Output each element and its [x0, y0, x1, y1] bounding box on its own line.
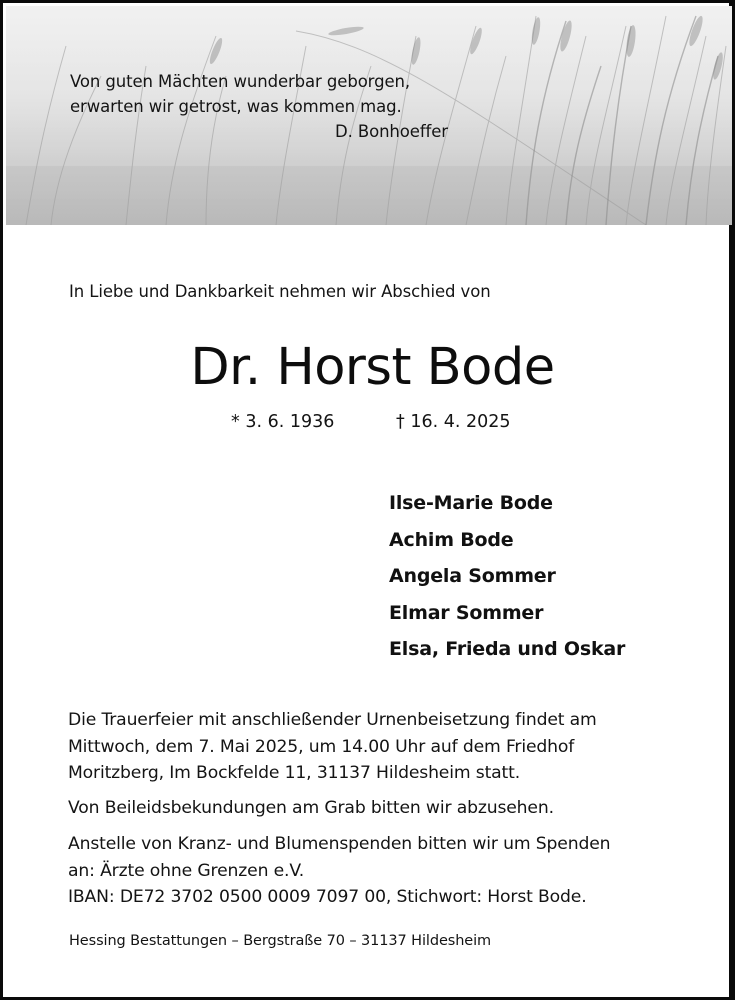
iban-line: IBAN: DE72 3702 0500 0009 7097 00, Stichwort: Horst Bode. — [68, 887, 587, 907]
mourner-name: Ilse-Marie Bode — [389, 492, 553, 514]
quote-line: Von guten Mächten wunderbar geborgen, — [70, 72, 411, 91]
notice-line: an: Ärzte ohne Grenzen e.V. — [68, 860, 305, 881]
farewell-intro: In Liebe und Dankbarkeit nehmen wir Abschied von — [69, 282, 491, 301]
mourner-name: Elsa, Frieda und Oskar — [389, 638, 626, 660]
death-date: † 16. 4. 2025 — [396, 412, 511, 432]
mourner-name: Angela Sommer — [389, 565, 556, 587]
donation-notice — [68, 831, 678, 911]
mourners-list — [389, 485, 625, 668]
undertaker-info: Hessing Bestattungen – Bergstraße 70 – 31137 Hildesheim — [69, 933, 492, 949]
notice-line: Mittwoch, dem 7. Mai 2025, um 14.00 Uhr auf dem Friedhof — [68, 736, 575, 757]
quote-line: erwarten wir getrost, was kommen mag. — [70, 97, 402, 116]
quote-author: D. Bonhoeffer — [334, 122, 448, 141]
notice-line: Moritzberg, Im Bockfelde 11, 31137 Hildesheim statt. — [68, 763, 521, 783]
life-dates — [231, 412, 511, 432]
condolence-notice — [68, 795, 678, 822]
notice-line: Von Beileidsbekundungen am Grab bitten wir abzusehen. — [68, 798, 554, 818]
notice-line: Anstelle von Kranz- und Blumenspenden bitten wir um Spenden — [68, 834, 611, 854]
birth-date: * 3. 6. 1936 — [231, 412, 335, 432]
bonhoeffer-quote — [70, 69, 450, 144]
funeral-service-notice — [68, 707, 678, 787]
mourner-name: Elmar Sommer — [389, 601, 544, 624]
wheat-field-banner — [6, 6, 732, 225]
notice-line: Die Trauerfeier mit anschließender Urnenbeisetzung findet am — [68, 710, 597, 730]
mourner-name: Achim Bode — [389, 528, 514, 551]
deceased-name: Dr. Horst Bode — [190, 338, 555, 397]
